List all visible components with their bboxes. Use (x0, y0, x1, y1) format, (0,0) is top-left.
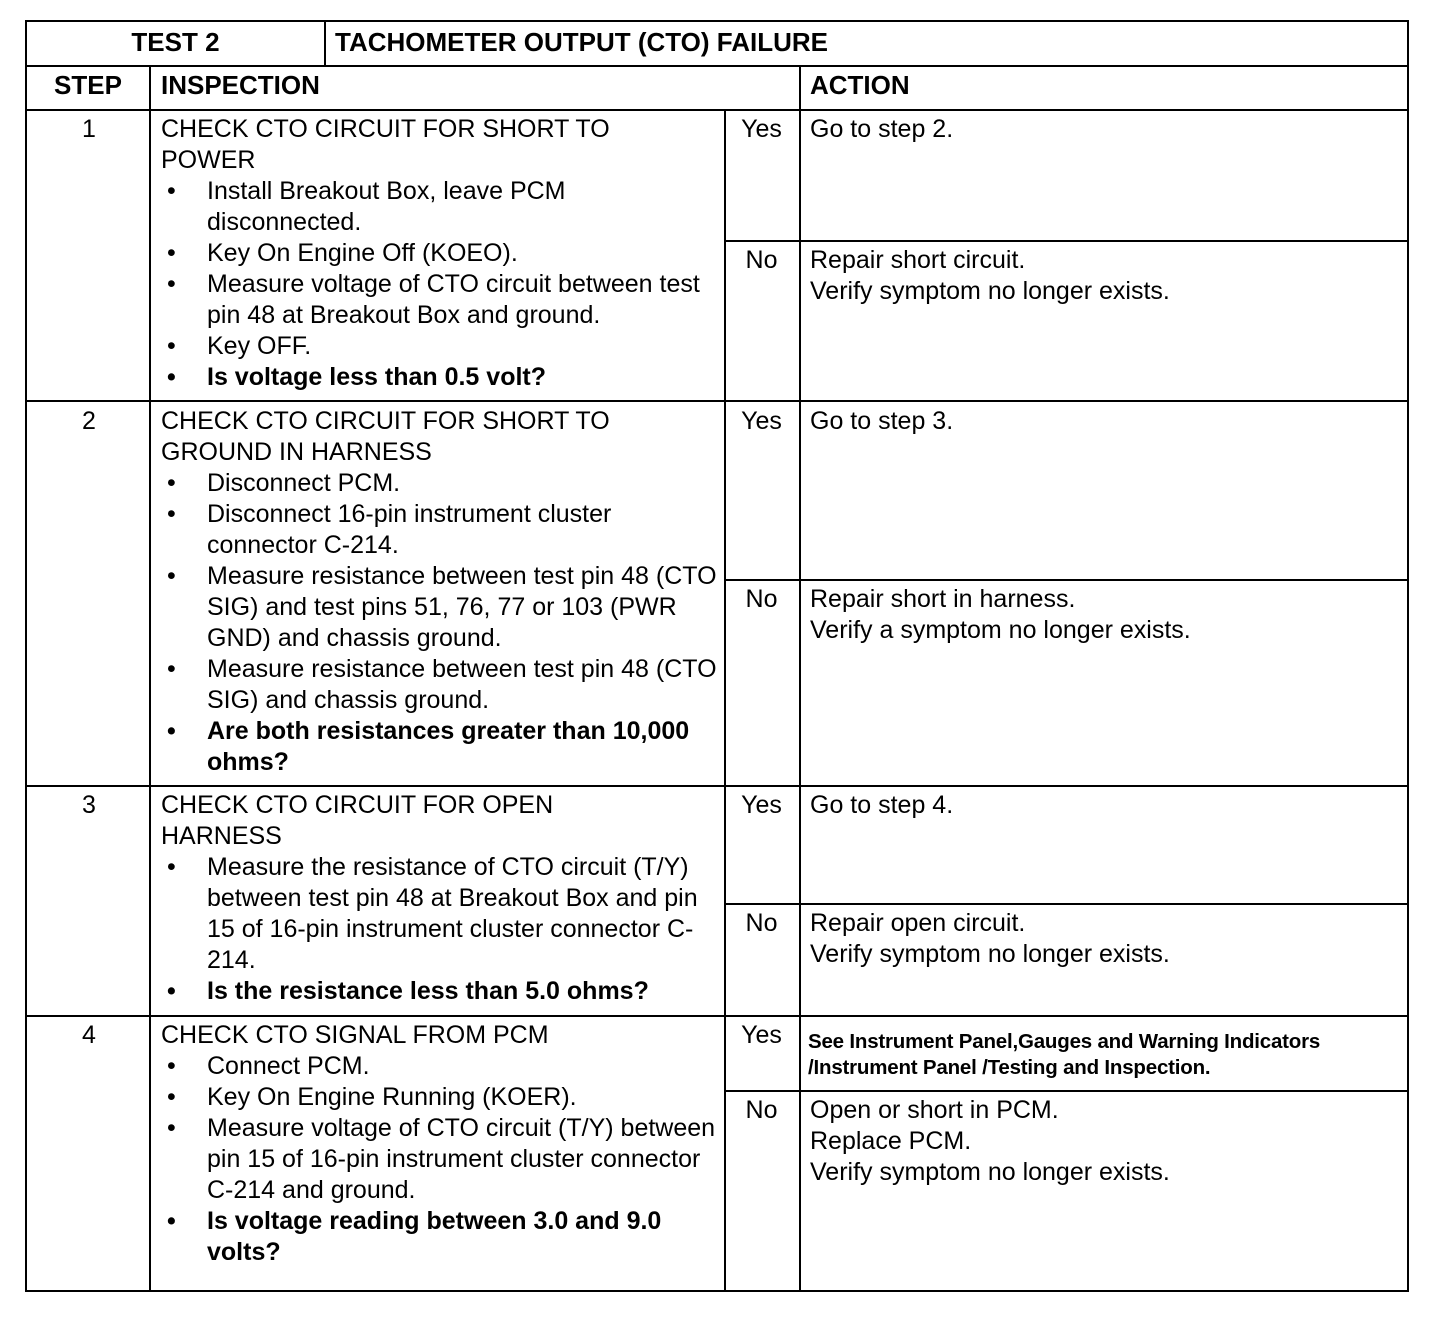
step-title-line: POWER (161, 146, 256, 174)
action-column-divider (799, 65, 801, 1290)
column-header-action: ACTION (810, 70, 910, 100)
step-inspection (161, 1020, 717, 1268)
step-title-line: CHECK CTO CIRCUIT FOR SHORT TO (161, 407, 610, 435)
step-bullet-list (161, 1051, 717, 1268)
action-line: See Instrument Panel,Gauges and Warning Indicators (808, 1030, 1321, 1053)
no-action (810, 245, 1400, 307)
yes-action (810, 406, 1400, 437)
bullet-item: • Measure voltage of CTO circuit between test pin 48 at Breakout Box and ground. (161, 269, 717, 331)
step-bullet-list (161, 852, 717, 1007)
header-divider (27, 65, 1407, 67)
step-number: 2 (82, 407, 96, 435)
bullet-item: • Install Breakout Box, leave PCM disconnected. (161, 176, 717, 238)
yes-action (810, 114, 1400, 145)
step-inspection (161, 406, 717, 778)
action-line: Verify a symptom no longer exists. (810, 616, 1191, 644)
yes-label: Yes (741, 791, 782, 819)
action-line: Repair open circuit. (810, 909, 1026, 937)
column-header-inspection: INSPECTION (161, 70, 320, 100)
yes-no-divider-1 (724, 240, 1407, 242)
action-line: Replace PCM. (810, 1127, 972, 1155)
step-number: 3 (82, 791, 96, 819)
step-inspection (161, 114, 717, 393)
bullet-item: • Disconnect 16-pin instrument cluster connector C-214. (161, 499, 717, 561)
action-line: Go to step 4. (810, 791, 954, 819)
bullet-question: • Is the resistance less than 5.0 ohms? (161, 976, 717, 1007)
step-column-divider (149, 65, 151, 1290)
yes-no-divider-2 (724, 579, 1407, 581)
bullet-question: • Is voltage reading between 3.0 and 9.0 volts? (161, 1206, 717, 1268)
row-divider-1 (27, 400, 1407, 402)
yes-label: Yes (741, 115, 782, 143)
bullet-item: • Measure resistance between test pin 48 (CTO SIG) and chassis ground. (161, 654, 717, 716)
test-label: TEST 2 (131, 27, 220, 57)
bullet-item: • Disconnect PCM. (161, 468, 717, 499)
action-line: Repair short circuit. (810, 246, 1026, 274)
action-line: Verify symptom no longer exists. (810, 1158, 1170, 1186)
action-line: Verify symptom no longer exists. (810, 277, 1170, 305)
yes-no-divider-4 (724, 1090, 1407, 1092)
no-label: No (745, 246, 778, 274)
step-title-line: HARNESS (161, 822, 282, 850)
row-divider-2 (27, 785, 1407, 787)
step-title-line: CHECK CTO SIGNAL FROM PCM (161, 1021, 549, 1049)
no-action (810, 1095, 1400, 1188)
step-title-line: GROUND IN HARNESS (161, 438, 432, 466)
bullet-item: • Measure the resistance of CTO circuit (T/Y) between test pin 48 at Breakout Box and pin 15 of 16-pin instrument cluster connector C-214. (161, 852, 717, 976)
bullet-item: • Key OFF. (161, 331, 717, 362)
step-inspection (161, 790, 717, 1007)
no-label: No (745, 585, 778, 613)
bullet-item: • Connect PCM. (161, 1051, 717, 1082)
action-line: Repair short in harness. (810, 585, 1076, 613)
yes-action (810, 790, 1400, 821)
bullet-item: • Key On Engine Running (KOER). (161, 1082, 717, 1113)
action-line: Go to step 3. (810, 407, 954, 435)
bullet-question: • Are both resistances greater than 10,000 ohms? (161, 716, 717, 778)
bullet-item: • Measure voltage of CTO circuit (T/Y) between pin 15 of 16-pin instrument cluster connector C-214 and ground. (161, 1113, 717, 1206)
step-number: 1 (82, 115, 96, 143)
column-header-step: STEP (54, 70, 122, 100)
step-bullet-list (161, 176, 717, 393)
yes-label: Yes (741, 407, 782, 435)
step-number: 4 (82, 1021, 96, 1049)
bullet-item: • Key On Engine Off (KOEO). (161, 238, 717, 269)
diagnostic-table (25, 20, 1409, 1292)
bullet-question: • Is voltage less than 0.5 volt? (161, 362, 717, 393)
row-divider-3 (27, 1015, 1407, 1017)
bullet-item: • Measure resistance between test pin 48 (CTO SIG) and test pins 51, 76, 77 or 103 (PWR GND) and chassis ground. (161, 561, 717, 654)
test-title: TACHOMETER OUTPUT (CTO) FAILURE (335, 27, 829, 57)
action-line: Go to step 2. (810, 115, 954, 143)
step-title-line: CHECK CTO CIRCUIT FOR OPEN (161, 791, 554, 819)
yes-no-divider-3 (724, 903, 1407, 905)
no-label: No (745, 1096, 778, 1124)
title-divider (324, 22, 326, 65)
yes-label: Yes (741, 1021, 782, 1049)
action-line: Open or short in PCM. (810, 1096, 1059, 1124)
step-title-line: CHECK CTO CIRCUIT FOR SHORT TO (161, 115, 610, 143)
yes-action (808, 1029, 1408, 1081)
action-line: Verify symptom no longer exists. (810, 940, 1170, 968)
no-action (810, 584, 1400, 646)
no-label: No (745, 909, 778, 937)
step-bullet-list (161, 468, 717, 778)
action-line: /Instrument Panel /Testing and Inspection. (808, 1056, 1211, 1079)
no-action (810, 908, 1400, 970)
column-header-divider (27, 109, 1407, 111)
